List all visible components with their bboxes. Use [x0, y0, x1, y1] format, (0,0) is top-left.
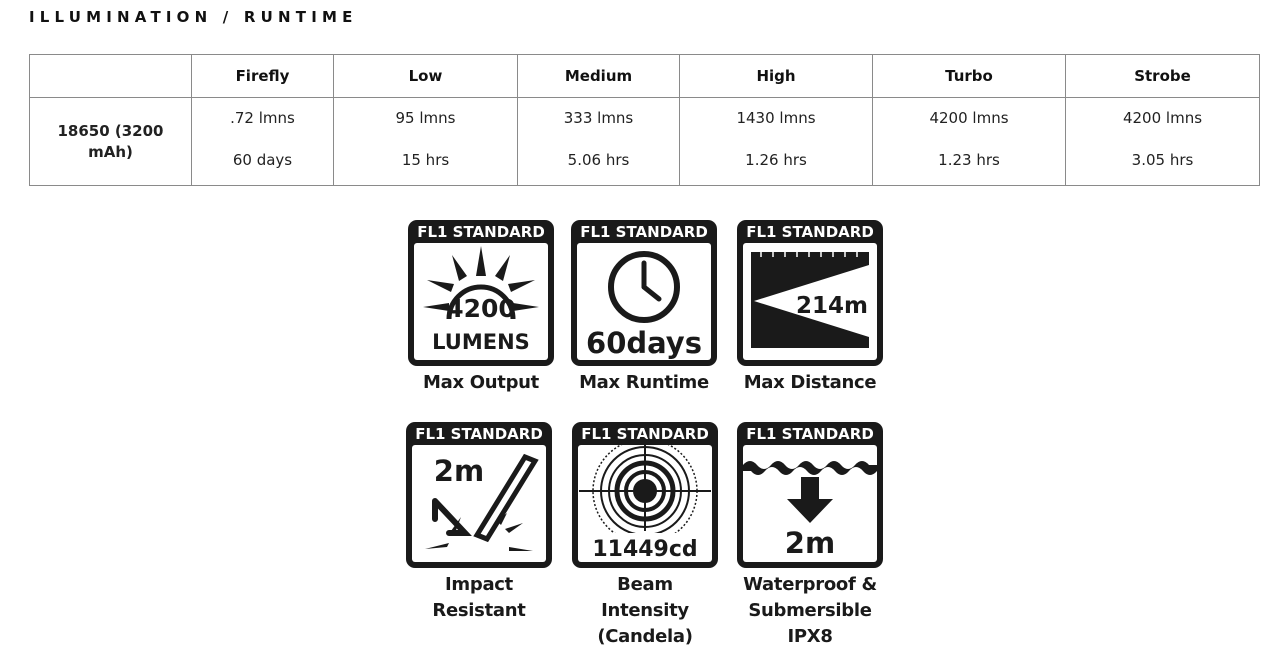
beam-distance-icon [736, 219, 884, 367]
section-heading: ILLUMINATION / RUNTIME [29, 8, 358, 26]
runtime-value: 1.23 hrs [938, 150, 1000, 169]
header-cell-turbo: Turbo [873, 55, 1066, 98]
header-cell-strobe: Strobe [1066, 55, 1260, 98]
runtime-value: 3.05 hrs [1131, 150, 1194, 169]
standard-label: FL1 STANDARD [581, 425, 709, 443]
waterproof-value: 2m [784, 526, 836, 560]
mode-cell-turbo [873, 98, 1066, 186]
caption-line: IPX8 [787, 626, 833, 647]
standard-label: FL1 STANDARD [580, 223, 708, 241]
badge-caption: Impact Resistant [432, 574, 526, 621]
badge-caption: Max Output [423, 372, 539, 393]
badge-max-output [407, 219, 555, 396]
badge-max-runtime [570, 219, 718, 396]
standard-label: FL1 STANDARD [746, 223, 874, 241]
max-output-unit: LUMENS [432, 330, 530, 354]
runtime-value: 15 hrs [401, 150, 450, 169]
battery-label: 18650 (3200 mAh) [57, 121, 164, 161]
badge-waterproof [736, 421, 884, 650]
table-header-row [30, 55, 1260, 98]
illumination-runtime-table [29, 54, 1260, 186]
header-cell-empty [30, 55, 192, 98]
max-output-value: 4200 [446, 294, 516, 323]
badge-caption [736, 572, 884, 650]
wave-arrow-icon [736, 421, 884, 569]
mode-cell-medium [518, 98, 680, 186]
mode-cell-low [334, 98, 518, 186]
badge-caption: Max Runtime [579, 372, 709, 393]
target-icon [571, 421, 719, 569]
standard-label: FL1 STANDARD [417, 223, 545, 241]
impact-value: 2m [433, 454, 485, 488]
mode-cell-high [680, 98, 873, 186]
standard-label: FL1 STANDARD [746, 425, 874, 443]
runtime-value: 60 days [232, 150, 293, 169]
impact-drop-icon [405, 421, 553, 569]
badge-impact-resistant [405, 421, 553, 624]
standard-label: FL1 STANDARD [415, 425, 543, 443]
badge-beam-intensity [571, 421, 719, 650]
header-cell-low: Low [334, 55, 518, 98]
header-cell-high: High [680, 55, 873, 98]
output-value: 333 lmns [563, 108, 634, 127]
output-value: 1430 lmns [736, 108, 816, 127]
badge-max-distance [736, 219, 884, 396]
badge-caption [571, 572, 719, 650]
header-cell-medium: Medium [518, 55, 680, 98]
output-value: 95 lmns [395, 108, 456, 127]
caption-line: (Candela) [597, 626, 693, 647]
badge-caption: Max Distance [743, 372, 877, 393]
header-cell-firefly: Firefly [192, 55, 334, 98]
runtime-value: 5.06 hrs [567, 150, 630, 169]
caption-line: Waterproof & [743, 574, 877, 595]
output-value: .72 lmns [230, 108, 295, 127]
mode-cell-strobe [1066, 98, 1260, 186]
beam-intensity-value: 11449cd [592, 537, 698, 562]
output-value: 4200 lmns [929, 108, 1009, 127]
runtime-value: 1.26 hrs [745, 150, 807, 169]
max-runtime-value: 60days [586, 326, 702, 360]
table-row [30, 98, 1260, 186]
output-value: 4200 lmns [1122, 108, 1203, 127]
battery-cell [30, 98, 192, 186]
max-distance-value: 214m [796, 293, 868, 319]
caption-line: Submersible [748, 600, 872, 621]
caption-line: Beam Intensity [601, 574, 689, 621]
burst-icon [407, 219, 555, 367]
clock-icon [570, 219, 718, 367]
mode-cell-firefly [192, 98, 334, 186]
